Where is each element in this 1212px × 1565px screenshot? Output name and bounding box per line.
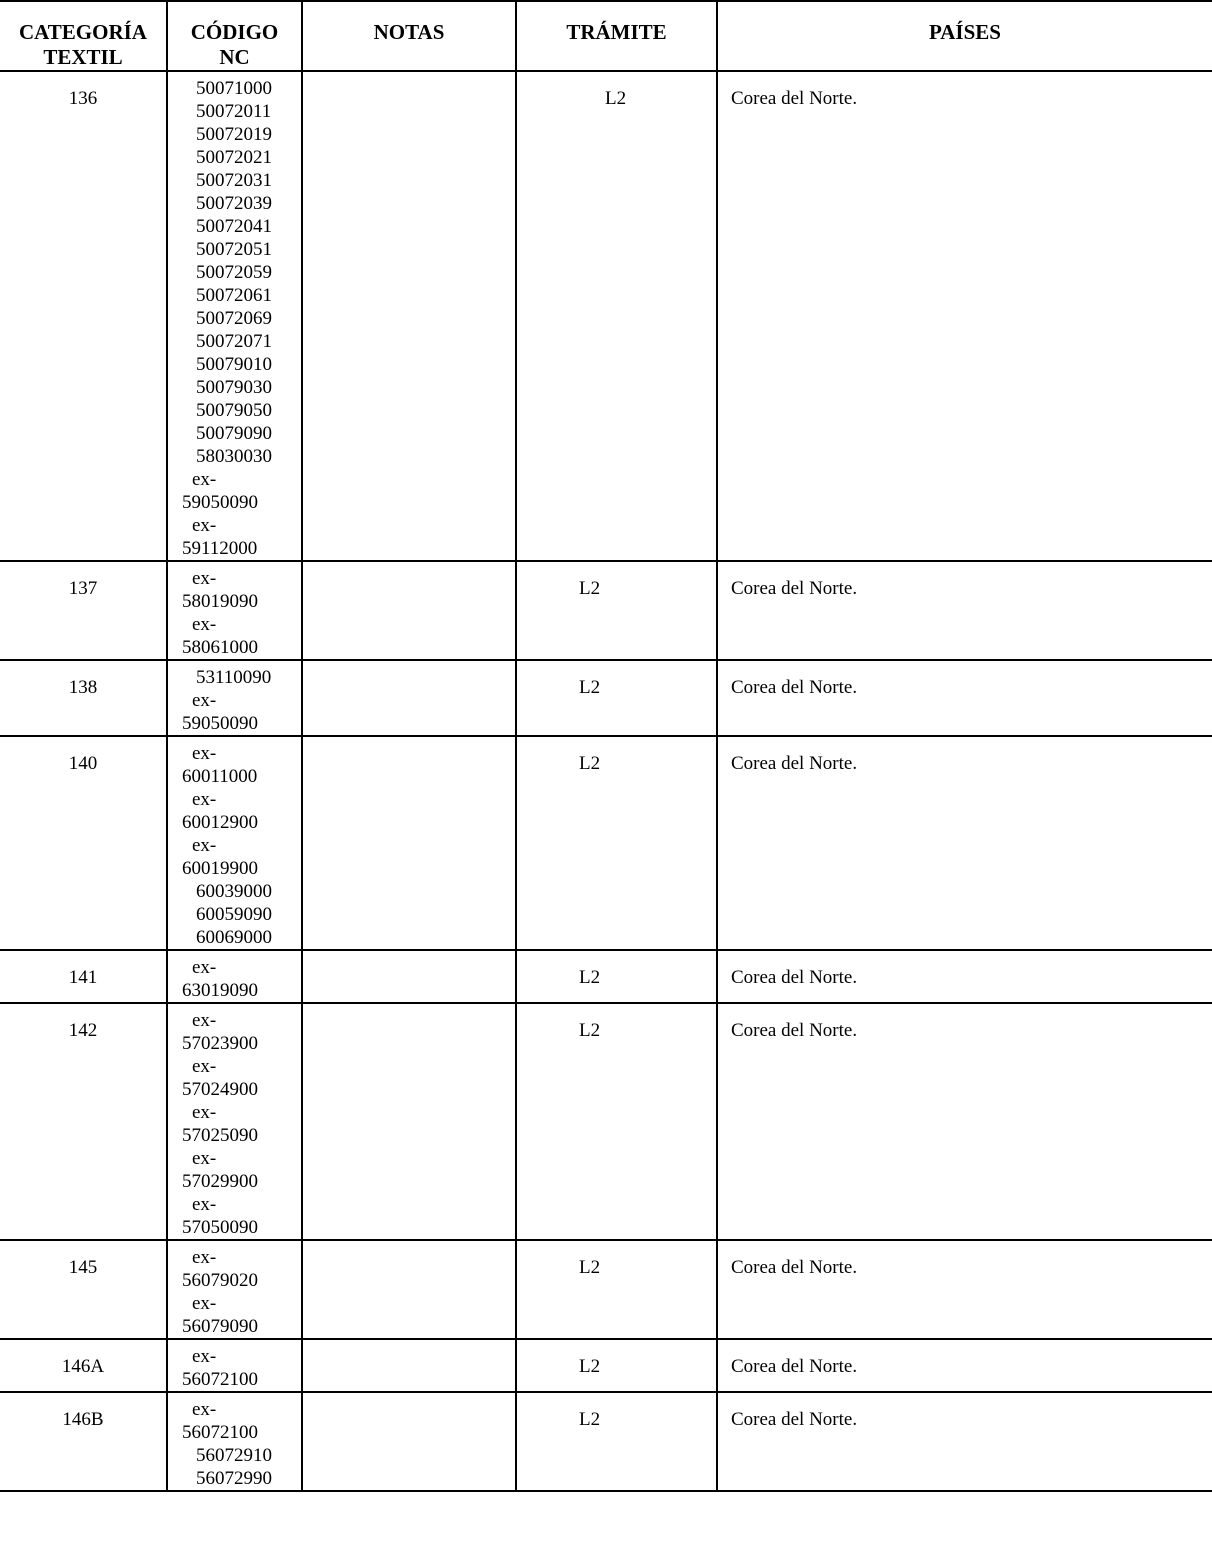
codigo-nc-line: 60039000 xyxy=(196,881,272,902)
codigo-nc-line: 58061000 xyxy=(182,637,258,658)
categoria-textil-cell: 138 xyxy=(0,660,167,736)
paises-cell: Corea del Norte. xyxy=(717,736,1212,950)
codigo-nc-cell xyxy=(167,1003,302,1240)
codigo-nc-cell xyxy=(167,1392,302,1491)
codigo-nc-line: 50079030 xyxy=(196,377,272,398)
categoria-textil-cell: 141 xyxy=(0,950,167,1003)
table-row xyxy=(0,660,1212,736)
table-row xyxy=(0,1339,1212,1392)
codigo-nc-line: 50072021 xyxy=(196,147,272,168)
codigo-nc-line: 59050090 xyxy=(182,713,258,734)
categoria-textil-cell: 146A xyxy=(0,1339,167,1392)
codigo-nc-line: 58019090 xyxy=(182,591,258,612)
header-categoria-textil xyxy=(0,1,167,71)
notas-cell xyxy=(302,1339,516,1392)
categoria-textil-cell: 145 xyxy=(0,1240,167,1339)
notas-cell xyxy=(302,1003,516,1240)
table-row xyxy=(0,950,1212,1003)
codigo-nc-line: 57025090 xyxy=(182,1125,258,1146)
notas-cell xyxy=(302,1240,516,1339)
tramite-cell: L2 xyxy=(516,71,717,561)
codigo-nc-cell xyxy=(167,561,302,660)
tramite-cell: L2 xyxy=(516,1392,717,1491)
codigo-nc-line: ex- xyxy=(192,957,217,978)
codigo-nc-line: ex- xyxy=(192,1010,217,1031)
table-row xyxy=(0,1392,1212,1491)
codigo-nc-line: 50072039 xyxy=(196,193,272,214)
codigo-nc-cell xyxy=(167,736,302,950)
codigo-nc-line: 56072990 xyxy=(196,1468,272,1489)
codigo-nc-line: ex- xyxy=(192,1148,217,1169)
header-notas: NOTAS xyxy=(302,1,516,71)
codigo-nc-line: ex- xyxy=(192,1102,217,1123)
codigo-nc-line: 50072019 xyxy=(196,124,272,145)
codigo-nc-line: 56079020 xyxy=(182,1270,258,1291)
codigo-nc-line: ex- xyxy=(192,515,217,536)
codigo-nc-line: ex- xyxy=(192,614,217,635)
notas-cell xyxy=(302,660,516,736)
codigo-nc-line: 56079090 xyxy=(182,1316,258,1337)
table-row xyxy=(0,561,1212,660)
paises-cell: Corea del Norte. xyxy=(717,561,1212,660)
categoria-textil-cell: 142 xyxy=(0,1003,167,1240)
paises-cell: Corea del Norte. xyxy=(717,1003,1212,1240)
paises-cell: Corea del Norte. xyxy=(717,1339,1212,1392)
notas-cell xyxy=(302,736,516,950)
codigo-nc-line: ex- xyxy=(192,1399,217,1420)
codigo-nc-line: 60012900 xyxy=(182,812,258,833)
tramite-cell: L2 xyxy=(516,1339,717,1392)
tramite-cell: L2 xyxy=(516,950,717,1003)
tramite-cell: L2 xyxy=(516,736,717,950)
codigo-nc-line: 50072069 xyxy=(196,308,272,329)
codigo-nc-line: ex- xyxy=(192,1247,217,1268)
codigo-nc-line: ex- xyxy=(192,568,217,589)
codigo-nc-line: 50079010 xyxy=(196,354,272,375)
header-paises: PAÍSES xyxy=(717,1,1212,71)
codigo-nc-line: 50072041 xyxy=(196,216,272,237)
table-row xyxy=(0,736,1212,950)
codigo-nc-line: 63019090 xyxy=(182,980,258,1001)
header-codigo-line2: NC xyxy=(219,45,250,69)
codigo-nc-cell xyxy=(167,71,302,561)
codigo-nc-line: 50071000 xyxy=(196,78,272,99)
paises-cell: Corea del Norte. xyxy=(717,1240,1212,1339)
codigo-nc-line: 57023900 xyxy=(182,1033,258,1054)
codigo-nc-line: 60059090 xyxy=(196,904,272,925)
codigo-nc-line: 60019900 xyxy=(182,858,258,879)
codigo-nc-line: 56072910 xyxy=(196,1445,272,1466)
codigo-nc-line: 50072011 xyxy=(196,101,272,122)
header-categoria-line2: TEXTIL xyxy=(43,45,123,69)
paises-cell: Corea del Norte. xyxy=(717,660,1212,736)
table-row xyxy=(0,71,1212,561)
codigo-nc-line: ex- xyxy=(192,690,217,711)
codigo-nc-cell xyxy=(167,1240,302,1339)
paises-cell: Corea del Norte. xyxy=(717,1392,1212,1491)
codigo-nc-line: 53110090 xyxy=(196,667,272,688)
codigo-nc-line: 59050090 xyxy=(182,492,258,513)
tramite-cell: L2 xyxy=(516,1240,717,1339)
codigo-nc-line: ex- xyxy=(192,1056,217,1077)
header-codigo-line1: CÓDIGO xyxy=(190,20,279,44)
header-tramite: TRÁMITE xyxy=(516,1,717,71)
codigo-nc-line: ex- xyxy=(192,835,217,856)
table-header xyxy=(0,1,1212,71)
codigo-nc-line: 58030030 xyxy=(196,446,272,467)
paises-cell: Corea del Norte. xyxy=(717,950,1212,1003)
codigo-nc-line: 60011000 xyxy=(182,766,258,787)
codigo-nc-line: ex- xyxy=(192,1194,217,1215)
tramite-cell: L2 xyxy=(516,660,717,736)
codigo-nc-line: 56072100 xyxy=(182,1369,258,1390)
header-codigo-nc xyxy=(167,1,302,71)
notas-cell xyxy=(302,561,516,660)
codigo-nc-line: 50072051 xyxy=(196,239,272,260)
codigo-nc-line: 57024900 xyxy=(182,1079,258,1100)
codigo-nc-cell xyxy=(167,1339,302,1392)
codigo-nc-line: 50079090 xyxy=(196,423,272,444)
codigo-nc-line: 50079050 xyxy=(196,400,272,421)
table-row xyxy=(0,1240,1212,1339)
notas-cell xyxy=(302,1392,516,1491)
codigo-nc-line: 50072059 xyxy=(196,262,272,283)
codigo-nc-line: ex- xyxy=(192,469,217,490)
codigo-nc-line: 50072031 xyxy=(196,170,272,191)
categoria-textil-cell: 146B xyxy=(0,1392,167,1491)
notas-cell xyxy=(302,71,516,561)
codigo-nc-line: 57029900 xyxy=(182,1171,258,1192)
categoria-textil-cell: 137 xyxy=(0,561,167,660)
header-categoria-line1: CATEGORÍA xyxy=(19,20,147,44)
categoria-textil-cell: 140 xyxy=(0,736,167,950)
codigo-nc-line: ex- xyxy=(192,789,217,810)
codigo-nc-line: 56072100 xyxy=(182,1422,258,1443)
codigo-nc-line: 50072061 xyxy=(196,285,272,306)
codigo-nc-line: 57050090 xyxy=(182,1217,258,1238)
table-row xyxy=(0,1003,1212,1240)
notas-cell xyxy=(302,950,516,1003)
tramite-cell: L2 xyxy=(516,1003,717,1240)
paises-cell: Corea del Norte. xyxy=(717,71,1212,561)
codigo-nc-line: ex- xyxy=(192,1346,217,1367)
codigo-nc-line: ex- xyxy=(192,1293,217,1314)
codigo-nc-cell xyxy=(167,660,302,736)
codigo-nc-line: 60069000 xyxy=(196,927,272,948)
codigo-nc-line: ex- xyxy=(192,743,217,764)
header-row xyxy=(0,1,1212,71)
codigo-nc-line: 50072071 xyxy=(196,331,272,352)
tramite-cell: L2 xyxy=(516,561,717,660)
categoria-textil-cell: 136 xyxy=(0,71,167,561)
codigo-nc-line: 59112000 xyxy=(182,538,258,559)
codigo-nc-cell xyxy=(167,950,302,1003)
table-body xyxy=(0,71,1212,1491)
